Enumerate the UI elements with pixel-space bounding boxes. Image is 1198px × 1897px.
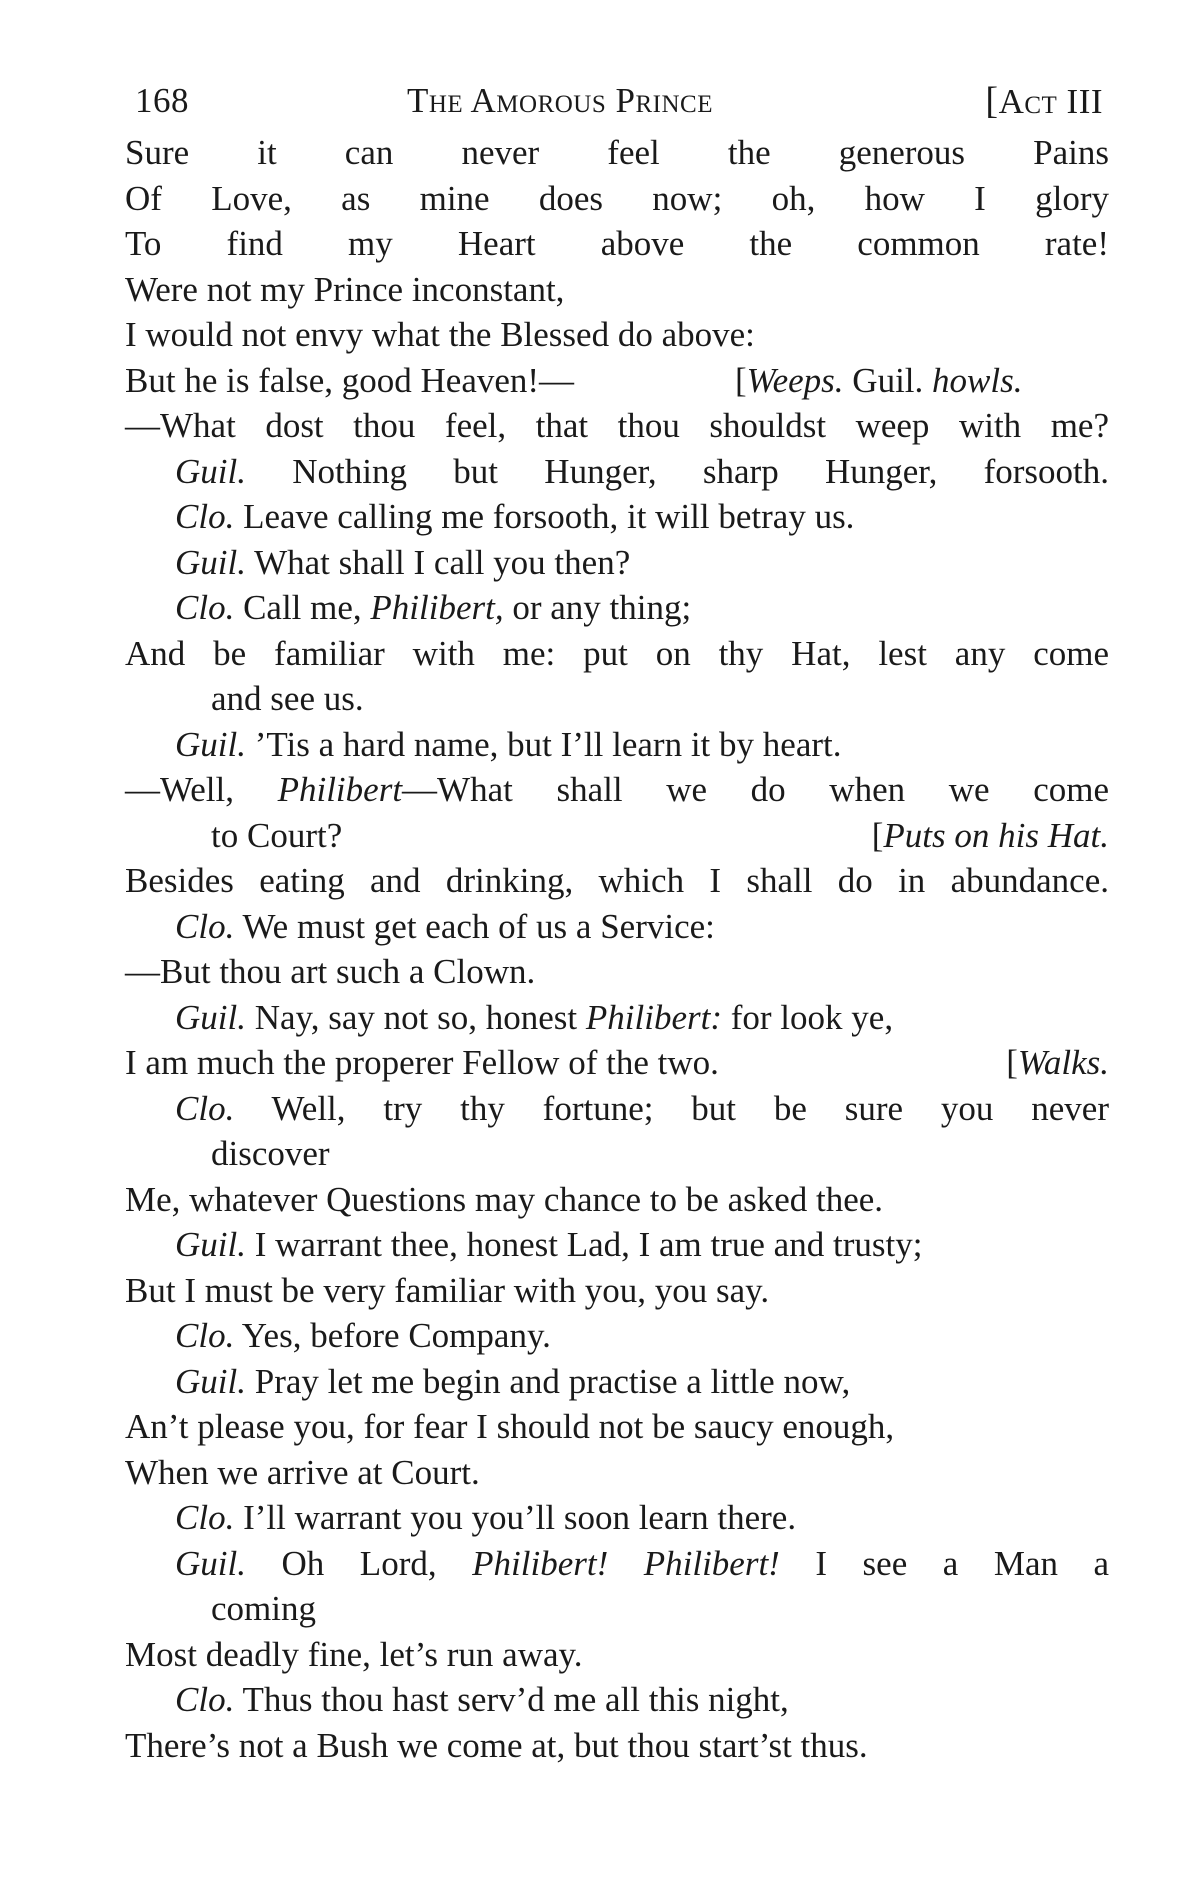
speaker-label: Guil. bbox=[175, 997, 246, 1037]
verse-line: When we arrive at Court. bbox=[125, 1452, 480, 1492]
verse-line: —What dost thou feel, that thou shouldst weep with me? bbox=[125, 406, 1109, 445]
verse-line: —Well, Philibert—What shall we do when we come bbox=[125, 770, 1109, 809]
verse-line: An’t please you, for fear I should not be saucy enough, bbox=[125, 1407, 895, 1446]
speech-line: Guil. Nothing but Hunger, sharp Hunger, forsooth. bbox=[175, 451, 1110, 491]
speech-line: Guil. What shall I call you then? bbox=[175, 542, 631, 582]
running-header bbox=[127, 78, 1103, 124]
verse-line: Were not my Prince inconstant, bbox=[125, 269, 565, 309]
speaker-label: Clo. bbox=[175, 1680, 235, 1719]
speaker-label: Clo. bbox=[175, 1316, 235, 1355]
stage-direction: [Weeps. Guil. howls. bbox=[735, 360, 1023, 400]
stage-direction: [Puts on his Hat. bbox=[871, 815, 1109, 855]
speaker-label: Guil. bbox=[175, 1361, 246, 1401]
speaker-label: Guil. bbox=[175, 724, 246, 764]
verse-line: But I must be very familiar with you, you say. bbox=[125, 1270, 770, 1310]
verse-line: Me, whatever Questions may chance to be asked thee. bbox=[125, 1179, 884, 1219]
speaker-label: Clo. bbox=[175, 497, 235, 536]
speaker-label: Clo. bbox=[175, 588, 235, 627]
verse-line: And be familiar with me: put on thy Hat, lest any come bbox=[125, 633, 1109, 673]
speech-line: Guil. ’Tis a hard name, but I’ll learn it by heart. bbox=[175, 724, 842, 764]
verse-line: Sure it can never feel the generous Pains bbox=[125, 133, 1109, 172]
speech-line: Clo. We must get each of us a Service: bbox=[175, 906, 715, 946]
verse-line: Of Love, as mine does now; oh, how I glory bbox=[125, 178, 1109, 218]
verse-line: But he is false, good Heaven!— [Weeps. Guil. howls. bbox=[125, 358, 1109, 404]
speech-line: Guil. I warrant thee, honest Lad, I am true and trusty; bbox=[175, 1225, 923, 1264]
speech-line: Clo. Leave calling me forsooth, it will betray us. bbox=[175, 497, 855, 536]
speaker-label: Clo. bbox=[175, 1088, 235, 1128]
speaker-label: Clo. bbox=[175, 1498, 235, 1537]
verse-line: —But thou art such a Clown. bbox=[125, 952, 536, 991]
speech-line: Clo. Call me, Philibert, or any thing; bbox=[175, 588, 692, 627]
speech-line: Clo. Thus thou hast serv’d me all this night, bbox=[175, 1680, 789, 1719]
verse-line: Most deadly fine, let’s run away. bbox=[125, 1634, 583, 1674]
act-bracket: [ bbox=[985, 80, 999, 122]
speaker-label: Guil. bbox=[175, 1225, 246, 1264]
turnover-line: coming bbox=[211, 1589, 316, 1628]
act-marker bbox=[985, 78, 1103, 125]
speaker-label: Guil. bbox=[175, 451, 246, 491]
verse-line: To find my Heart above the common rate! bbox=[125, 224, 1109, 263]
verse-line: There’s not a Bush we come at, but thou start’st thus. bbox=[125, 1725, 868, 1765]
verse-line: Besides eating and drinking, which I shall do in abundance. bbox=[125, 861, 1109, 900]
speech-line: Guil. Nay, say not so, honest Philibert: for look ye, bbox=[175, 997, 894, 1037]
verse-line: I would not envy what the Blessed do above: bbox=[125, 315, 755, 354]
act-label: Act III bbox=[998, 82, 1103, 121]
speaker-label: Guil. bbox=[175, 542, 246, 582]
speaker-label: Guil. bbox=[175, 1543, 246, 1583]
turnover-line: to Court? [Puts on his Hat. bbox=[125, 813, 1109, 859]
speech-line: Clo. I’ll warrant you you’ll soon learn there. bbox=[175, 1498, 797, 1537]
speech-line: Clo. Yes, before Company. bbox=[175, 1316, 551, 1355]
running-title: The Amorous Prince bbox=[407, 81, 713, 120]
speaker-label: Clo. bbox=[175, 906, 235, 946]
verse-line: I am much the properer Fellow of the two. [Walks. bbox=[125, 1040, 1109, 1086]
speech-line: Clo. Well, try thy fortune; but be sure you never bbox=[175, 1088, 1109, 1128]
turnover-line: and see us. bbox=[211, 679, 364, 718]
speech-line: Guil. Oh Lord, Philibert! Philibert! I see a Man a bbox=[175, 1543, 1110, 1583]
speech-line: Guil. Pray let me begin and practise a little now, bbox=[175, 1361, 851, 1401]
play-text bbox=[125, 130, 1109, 1768]
stage-direction: [Walks. bbox=[1006, 1043, 1109, 1082]
page-number: 168 bbox=[135, 81, 189, 120]
turnover-line: discover bbox=[211, 1134, 330, 1173]
